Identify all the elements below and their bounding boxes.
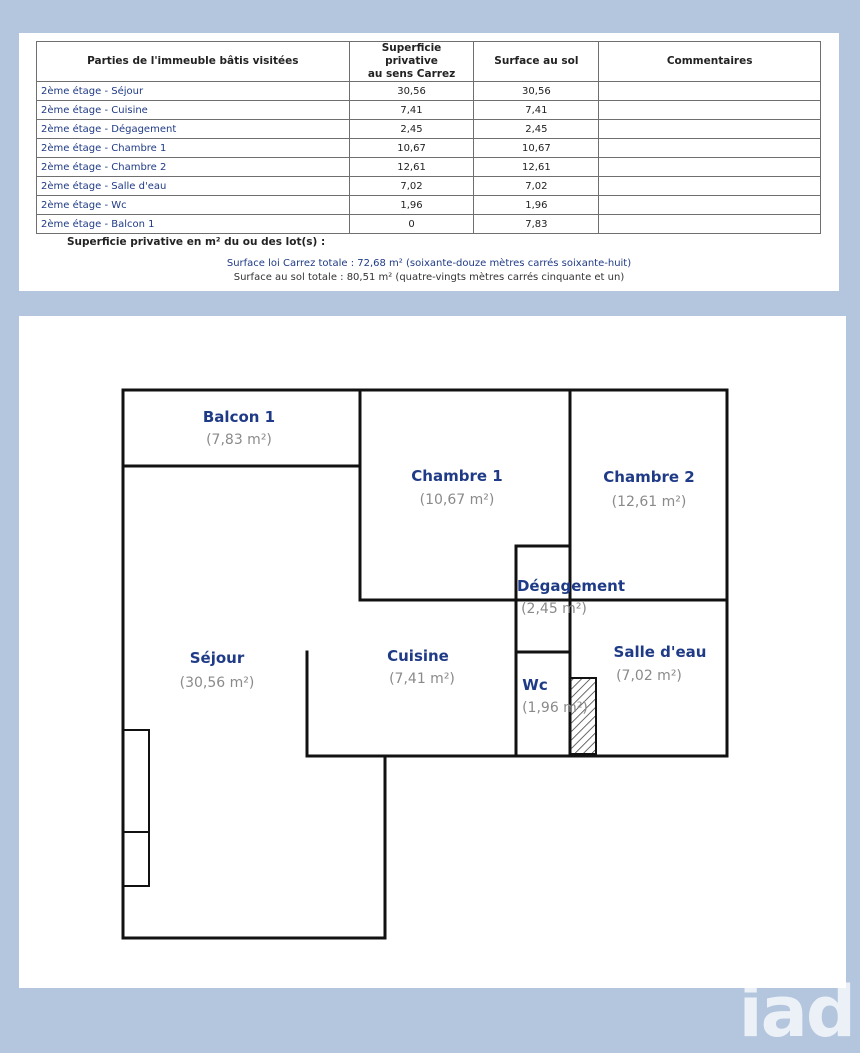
- row-sol: 2,45: [474, 120, 599, 139]
- row-carrez: 2,45: [349, 120, 474, 139]
- summary-title: Superficie privative en m² du ou des lot(s) :: [67, 236, 326, 248]
- floorplan-card: [19, 316, 846, 988]
- row-label: 2ème étage - Wc: [37, 196, 350, 215]
- row-sol: 30,56: [474, 82, 599, 101]
- table-row: [37, 196, 821, 215]
- row-label: 2ème étage - Séjour: [37, 82, 350, 101]
- table-row: [37, 158, 821, 177]
- row-comment: [599, 101, 821, 120]
- row-label: 2ème étage - Chambre 2: [37, 158, 350, 177]
- table-header-row: [37, 42, 821, 82]
- floorplan: [19, 316, 846, 988]
- room-area-wc: (1,96 m²): [522, 700, 588, 716]
- row-carrez: 1,96: [349, 196, 474, 215]
- row-sol: 12,61: [474, 158, 599, 177]
- room-name-sejour: Séjour: [189, 649, 245, 667]
- room-name-chambre1: Chambre 1: [411, 467, 503, 485]
- row-comment: [599, 139, 821, 158]
- row-carrez: 7,02: [349, 177, 474, 196]
- row-sol: 7,41: [474, 101, 599, 120]
- carrez-total: Surface loi Carrez totale : 72,68 m² (soixante-douze mètres carrés soixante-huit): [226, 258, 632, 269]
- header-carrez-line2: au sens Carrez: [367, 68, 456, 80]
- row-label: 2ème étage - Dégagement: [37, 120, 350, 139]
- room-area-cuisine: (7,41 m²): [389, 671, 455, 687]
- row-comment: [599, 82, 821, 101]
- row-comment: [599, 196, 821, 215]
- table-row: [37, 177, 821, 196]
- header-carrez: [349, 42, 474, 82]
- room-area-sejour: (30,56 m²): [179, 675, 255, 691]
- row-sol: 7,02: [474, 177, 599, 196]
- header-sol: Surface au sol: [474, 42, 599, 82]
- row-carrez: 7,41: [349, 101, 474, 120]
- room-name-chambre2: Chambre 2: [603, 468, 695, 486]
- room-area-chambre1: (10,67 m²): [419, 492, 495, 508]
- hatched-duct: [570, 678, 596, 754]
- row-carrez: 10,67: [349, 139, 474, 158]
- sol-total: Surface au sol totale : 80,51 m² (quatre-vingts mètres carrés cinquante et un): [233, 272, 625, 283]
- row-carrez: 0: [349, 215, 474, 234]
- row-carrez: 12,61: [349, 158, 474, 177]
- row-sol: 1,96: [474, 196, 599, 215]
- row-comment: [599, 177, 821, 196]
- room-area-salle-eau: (7,02 m²): [616, 668, 682, 684]
- row-sol: 10,67: [474, 139, 599, 158]
- row-comment: [599, 215, 821, 234]
- table-row: [37, 215, 821, 234]
- room-area-chambre2: (12,61 m²): [611, 494, 687, 510]
- room-area-balcon: (7,83 m²): [206, 432, 272, 448]
- iad-watermark: iad: [738, 971, 854, 1053]
- header-parts: Parties de l'immeuble bâtis visitées: [37, 42, 350, 82]
- row-carrez: 30,56: [349, 82, 474, 101]
- table-row: [37, 101, 821, 120]
- room-name-degagement: Dégagement: [516, 577, 626, 595]
- areas-table-card: [19, 33, 839, 291]
- row-sol: 7,83: [474, 215, 599, 234]
- header-comments: Commentaires: [599, 42, 821, 82]
- table-row: [37, 120, 821, 139]
- room-name-salle-eau: Salle d'eau: [613, 643, 707, 661]
- room-name-balcon: Balcon 1: [202, 408, 276, 426]
- row-label: 2ème étage - Cuisine: [37, 101, 350, 120]
- row-label: 2ème étage - Salle d'eau: [37, 177, 350, 196]
- sejour-closet: [123, 730, 149, 886]
- header-carrez-line1: Superficie privative: [381, 42, 442, 67]
- room-name-wc: Wc: [522, 676, 548, 694]
- room-area-degagement: (2,45 m²): [521, 601, 587, 617]
- room-name-cuisine: Cuisine: [387, 647, 449, 665]
- table-row: [37, 139, 821, 158]
- row-comment: [599, 158, 821, 177]
- row-label: 2ème étage - Balcon 1: [37, 215, 350, 234]
- row-comment: [599, 120, 821, 139]
- row-label: 2ème étage - Chambre 1: [37, 139, 350, 158]
- table-row: [37, 82, 821, 101]
- areas-table: [36, 41, 821, 234]
